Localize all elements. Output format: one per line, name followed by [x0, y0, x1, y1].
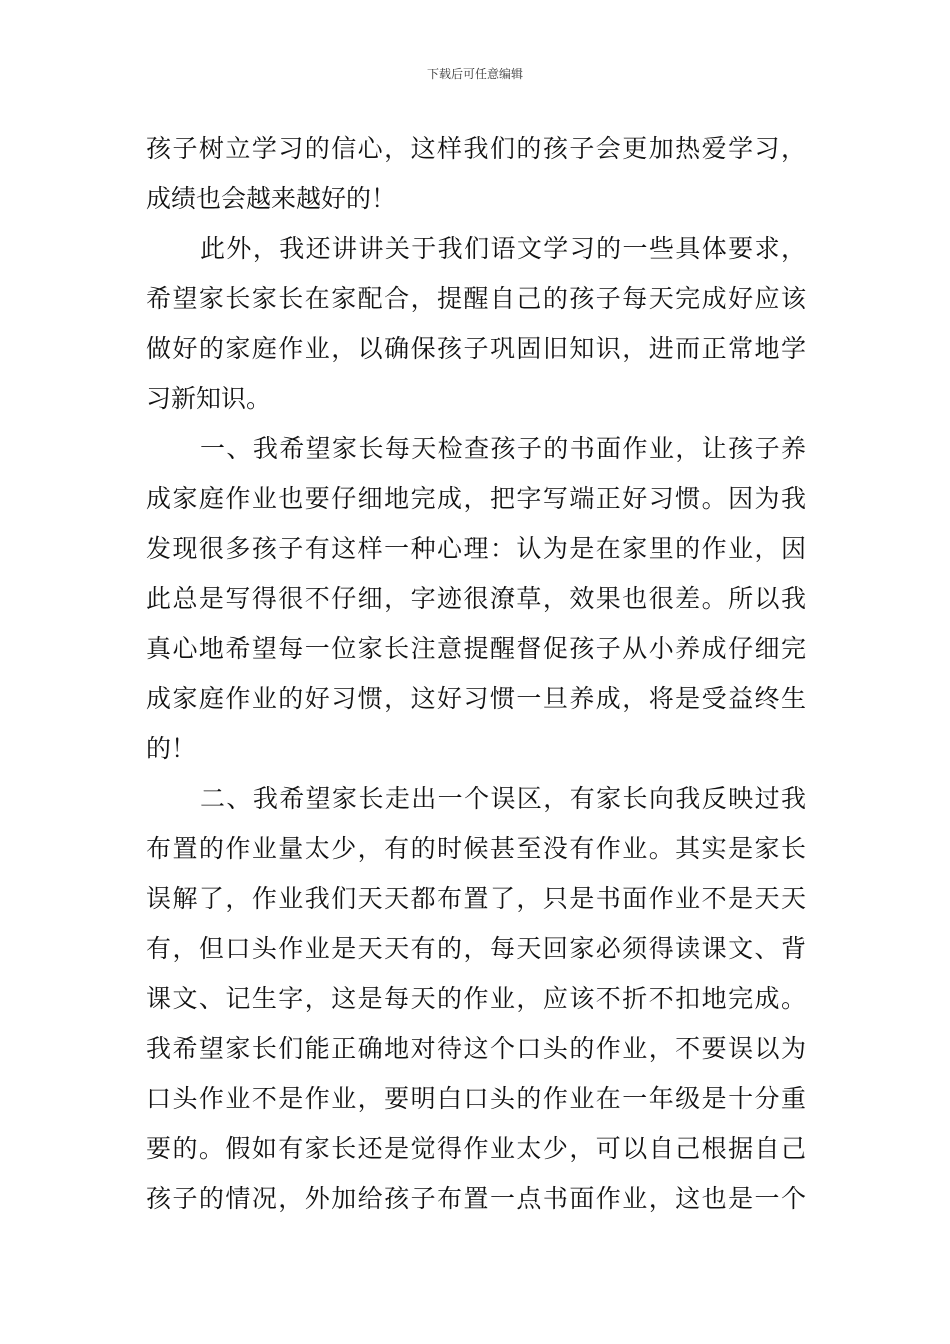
text-line: 二、我希望家长走出一个误区，有家长向我反映过我 [200, 784, 806, 813]
text-line: 的！ [146, 734, 197, 763]
text-line: 课文、记生字，这是每天的作业，应该不折不扣地完成。 [146, 984, 806, 1013]
text-line: 成家庭作业的好习惯，这好习惯一旦养成，将是受益终生 [146, 684, 806, 713]
text-line: 一、我希望家长每天检查孩子的书面作业，让孩子养 [200, 434, 806, 463]
paragraph [146, 774, 806, 1224]
page-header: 下载后可任意编辑 [426, 67, 523, 81]
text-line: 有，但口头作业是天天有的，每天回家必须得读课文、背 [146, 934, 806, 963]
text-line: 真心地希望每一位家长注意提醒督促孩子从小养成仔细完 [146, 634, 806, 663]
paragraph [146, 224, 806, 424]
text-line: 此总是写得很不仔细，字迹很潦草，效果也很差。所以我 [146, 584, 806, 613]
text-line: 发现很多孩子有这样一种心理：认为是在家里的作业，因 [146, 534, 806, 563]
text-line: 孩子的情况，外加给孩子布置一点书面作业，这也是一个 [146, 1184, 806, 1213]
text-line: 希望家长家长在家配合，提醒自己的孩子每天完成好应该 [146, 284, 806, 313]
text-line: 成家庭作业也要仔细地完成，把字写端正好习惯。因为我 [146, 484, 806, 513]
text-line: 成绩也会越来越好的！ [146, 184, 397, 213]
text-line: 做好的家庭作业，以确保孩子巩固旧知识，进而正常地学 [146, 334, 806, 363]
paragraph [146, 424, 806, 774]
text-line: 习新知识。 [146, 384, 272, 413]
text-line: 口头作业不是作业，要明白口头的作业在一年级是十分重 [146, 1084, 806, 1113]
text-line: 布置的作业量太少，有的时候甚至没有作业。其实是家长 [146, 834, 806, 863]
document-body [146, 124, 806, 1224]
text-line: 孩子树立学习的信心，这样我们的孩子会更加热爱学习， [146, 134, 806, 163]
text-line: 我希望家长们能正确地对待这个口头的作业，不要误以为 [146, 1034, 806, 1063]
text-line: 误解了，作业我们天天都布置了，只是书面作业不是天天 [146, 884, 806, 913]
text-line: 此外，我还讲讲关于我们语文学习的一些具体要求， [200, 234, 806, 263]
text-line: 要的。假如有家长还是觉得作业太少，可以自己根据自己 [146, 1134, 806, 1163]
paragraph [146, 124, 806, 224]
